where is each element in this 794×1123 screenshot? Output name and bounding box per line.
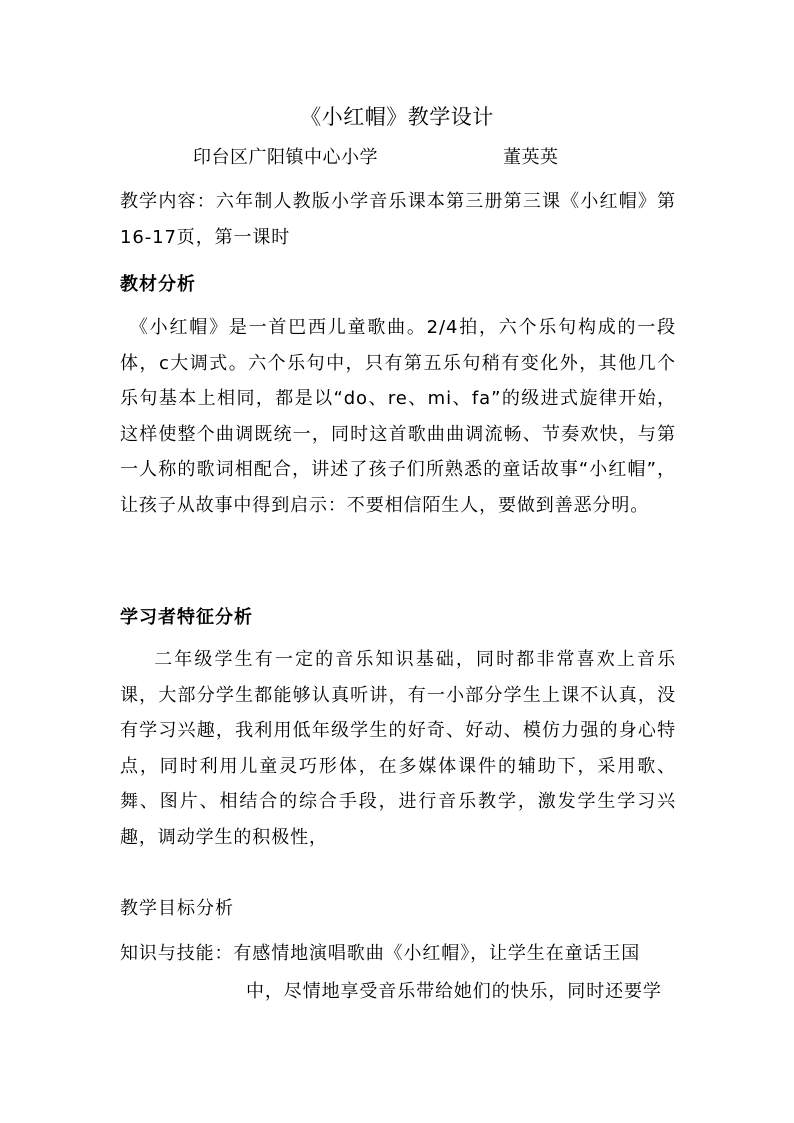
section-heading-learner: 学习者特征分析: [120, 607, 253, 628]
material-analysis-paragraph: 《小红帽》是一首巴西儿童歌曲。2/4拍，六个乐句构成的一段体，c大调式。六个乐句中，只有第五乐句稍有变化外，其他几个乐句基本上相同，都是以“do、re、mi、fa”的级进式旋律开始，这样使整个曲调既统一，同时这首歌曲曲调流畅、节奏欢快，与第一人称的歌词相配合，讲述了孩子们所熟悉的童话故事“小红帽”，让孩子从故事中得到启示：不要相信陌生人，要做到善恶分明。: [120, 317, 676, 516]
knowledge-skills-text-1: 有感情地演唱歌曲《小红帽》，让学生在童话王国: [233, 943, 641, 964]
section-heading-goals: 教学目标分析: [120, 898, 234, 919]
knowledge-skills-label: 知识与技能：: [120, 943, 234, 964]
knowledge-skills-line-1: [120, 935, 676, 973]
school-name: 印台区广阳镇中心小学: [193, 147, 378, 168]
author-line: [0, 143, 794, 173]
knowledge-skills-line-2: 中，尽情地享受音乐带给她们的快乐，同时还要学: [246, 981, 662, 1002]
teaching-content-paragraph: 教学内容：六年制人教版小学音乐课本第三册第三课《小红帽》第16-17页，第一课时: [120, 191, 676, 248]
learner-analysis-paragraph: 二年级学生有一定的音乐知识基础，同时都非常喜欢上音乐课，大部分学生都能够认真听讲，有一小部分学生上课不认真，没有学习兴趣，我利用低年级学生的好奇、好动、模仿力强的身心特点，同时利用儿童灵巧形体，在多媒体课件的辅助下，采用歌、舞、图片、相结合的综合手段，进行音乐教学，激发学生学习兴趣，调动学生的积极性，: [120, 649, 676, 848]
author-name: 董英英: [503, 147, 559, 168]
knowledge-skills-paragraph: [120, 935, 676, 1011]
section-heading-material: 教材分析: [120, 274, 196, 295]
page-title: 《小红帽》教学设计: [300, 105, 494, 129]
